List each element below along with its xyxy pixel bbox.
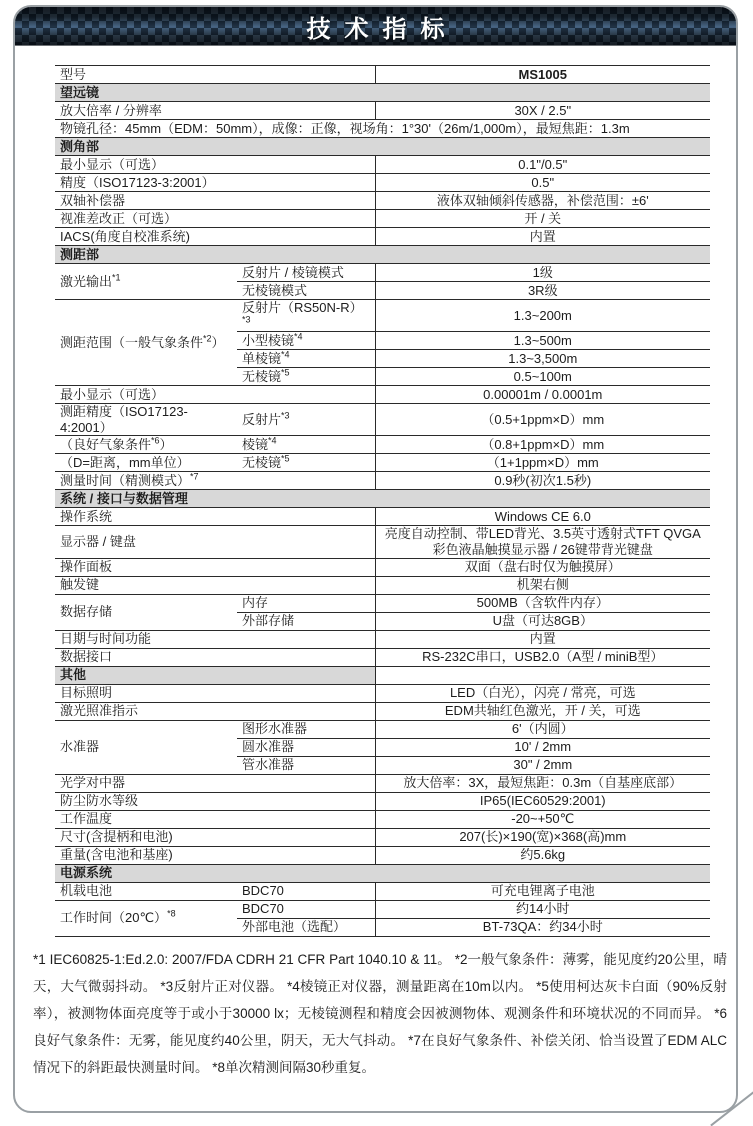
cell-label (55, 846, 375, 864)
cell-value: 6'（内圆） (375, 720, 710, 738)
cell-label (55, 702, 375, 720)
cell-value: 内置 (375, 630, 710, 648)
spec-row (55, 436, 710, 454)
section-empty-cell (375, 666, 710, 684)
cell-sub (237, 594, 375, 612)
cell-value: 可充电锂离子电池 (375, 882, 710, 900)
cell-value: 内置 (375, 228, 710, 246)
cell-value: 0.5" (375, 174, 710, 192)
cell-text: 防尘防水等级 (60, 793, 139, 809)
spec-row (55, 702, 710, 720)
cell-value: （1+1ppm×D）mm (375, 454, 710, 472)
cell-value: 约14小时 (375, 900, 710, 918)
footnote-marker: *3 (281, 410, 290, 421)
footnote-marker: *2 (203, 333, 212, 344)
cell-value: IP65(IEC60529:2001) (375, 792, 710, 810)
cell-text: 圆水准器 (242, 739, 295, 755)
cell-value: 10' / 2mm (375, 738, 710, 756)
cell-value: EDM共轴红色激光，开 / 关，可选 (375, 702, 710, 720)
cell-text: 双轴补偿器 (60, 192, 126, 208)
spec-row (55, 774, 710, 792)
cell-text: 测距精度（ISO17123-4:2001） (60, 404, 188, 435)
cell-label (55, 228, 375, 246)
spec-row (55, 792, 710, 810)
cell-text: 机载电池 (60, 883, 113, 899)
spec-row (55, 192, 710, 210)
footnote-marker: *4 (294, 331, 303, 342)
cell-text: 无棱镜 (242, 455, 282, 471)
cell-text: BDC70 (242, 901, 284, 917)
cell-value: 30" / 2mm (375, 756, 710, 774)
spec-row (55, 900, 710, 918)
cell-label (55, 630, 375, 648)
cell-text: 测距范围（一般气象条件 (60, 334, 204, 350)
cell-value: 500MB（含软件内存） (375, 594, 710, 612)
cell-text: 水准器 (60, 739, 100, 755)
cell-label (55, 648, 375, 666)
cell-label (55, 720, 237, 774)
cell-value: 0.00001m / 0.0001m (375, 386, 710, 404)
cell-text: 重量(含电池和基座) (60, 847, 173, 863)
footnote-marker: *8 (167, 908, 176, 919)
cell-sub (237, 900, 375, 918)
cell-sub (237, 882, 375, 900)
cell-label (55, 264, 237, 300)
cell-sub (237, 436, 375, 454)
spec-row (55, 810, 710, 828)
spec-row (55, 648, 710, 666)
cell-value: （0.8+1ppm×D）mm (375, 436, 710, 454)
cell-label (55, 102, 375, 120)
spec-row (55, 174, 710, 192)
footnote-marker: *3 (242, 314, 251, 325)
cell-label (55, 900, 237, 936)
cell-text: 外部存储 (242, 613, 295, 629)
cell-value: 1.3~3,500m (375, 350, 710, 368)
spec-row (55, 720, 710, 738)
cell-text: 最小显示（可选） (60, 156, 165, 172)
spec-row (55, 508, 710, 526)
cell-text: 激光照准指示 (60, 703, 139, 719)
cell-label (55, 300, 237, 386)
cell-text: 精度（ISO17123-3:2001） (60, 174, 215, 190)
cell-text: 操作面板 (60, 559, 113, 575)
spec-row (55, 472, 710, 490)
cell-label (55, 192, 375, 210)
cell-text: IACS(角度自校准系统) (60, 228, 191, 244)
cell-label (55, 156, 375, 174)
cell-value: 1.3~200m (375, 300, 710, 332)
cell-value: 双面（盘右时仅为触摸屏） (375, 558, 710, 576)
page-title: 技术指标 (306, 15, 459, 43)
spec-row (55, 454, 710, 472)
header-band (15, 7, 736, 46)
spec-row (55, 882, 710, 900)
cell-value: 亮度自动控制、带LED背光、3.5英寸透射式TFT QVGA彩色液晶触摸显示器 / 26键带背光键盘 (375, 526, 710, 558)
spec-row (55, 526, 710, 558)
cell-label (55, 684, 375, 702)
cell-value: RS-232C串口，USB2.0（A型 / miniB型） (375, 648, 710, 666)
section-row (55, 138, 710, 156)
cell-text: 无棱镜 (242, 368, 282, 384)
cell-text: 操作系统 (60, 509, 113, 525)
cell-value: 开 / 关 (375, 210, 710, 228)
cell-value: -20~+50℃ (375, 810, 710, 828)
cell-sub (237, 264, 375, 282)
cell-sub (237, 350, 375, 368)
section-label: 测角部 (55, 138, 710, 156)
cell-text: 尺寸(含提柄和电池) (60, 829, 173, 845)
section-row (55, 490, 710, 508)
footnote-marker: *4 (281, 349, 290, 360)
cell-text: 测量时间（精测模式） (60, 473, 191, 489)
cell-sub (237, 918, 375, 936)
footnote-marker: *5 (281, 367, 290, 378)
cell-label (55, 472, 375, 490)
cell-text: ） (211, 334, 225, 350)
spec-row (55, 66, 710, 84)
cell-text: 物镜孔径：45mm（EDM：50mm），成像：正像，视场角：1°30'（26m/1,000m），最短焦距：1.3m (60, 120, 630, 136)
cell-sub (237, 368, 375, 386)
cell-value: 207(长)×190(宽)×368(高)mm (375, 828, 710, 846)
spec-card (13, 5, 738, 1113)
cell-sub (237, 454, 375, 472)
cell-full-text (55, 120, 710, 138)
cell-value: BT-73QA：约34小时 (375, 918, 710, 936)
cell-label (55, 792, 375, 810)
cell-label (55, 882, 237, 900)
cell-value: 3R级 (375, 282, 710, 300)
cell-label (55, 774, 375, 792)
spec-row (55, 264, 710, 282)
spec-row (55, 228, 710, 246)
cell-label (55, 454, 237, 472)
cell-value: 0.9秒(初次1.5秒) (375, 472, 710, 490)
cell-sub (237, 738, 375, 756)
cell-text: 型号 (60, 66, 87, 82)
footnotes: *1 IEC60825-1:Ed.2.0: 2007/FDA CDRH 21 CFR Part 1040.10 & 11。 *2一般气象条件：薄雾，能见度约20公里，晴天，大气微弱抖动。 *3反射片正对仪器。 *4棱镜正对仪器，测量距离在10m以内。 *5使用柯达灰卡白面（90%反射率），被测物体面亮度等于或小于30000 lx；无棱镜测程和精度会因被测物体、观测条件和环境状况的不同而异。 *6良好气象条件：无雾，能见度约40公里，阴天，无大气抖动。 *7在良好气象条件、补偿关闭、恰当设置了EDM ALC情况下的斜距最快测量时间。 *8单次精测间隔30秒重复。 (33, 951, 727, 1075)
cell-text: 小型棱镜 (242, 332, 295, 348)
cell-label (55, 558, 375, 576)
section-row (55, 84, 710, 102)
cell-value: 放大倍率：3X，最短焦距：0.3m（自基座底部） (375, 774, 710, 792)
cell-text: 反射片 / 棱镜模式 (242, 264, 344, 280)
cell-value: U盘（可达8GB） (375, 612, 710, 630)
cell-value: 0.5~100m (375, 368, 710, 386)
cell-text: （良好气象条件 (60, 437, 152, 453)
cell-value: 约5.6kg (375, 846, 710, 864)
cell-text: 工作温度 (60, 811, 113, 827)
spec-row (55, 102, 710, 120)
section-row (55, 666, 710, 684)
cell-text: 图形水准器 (242, 721, 308, 737)
cell-label (55, 576, 375, 594)
footnote-marker: *5 (281, 453, 290, 464)
cell-value: 1.3~500m (375, 332, 710, 350)
cell-value: 1级 (375, 264, 710, 282)
cell-text: BDC70 (242, 883, 284, 899)
cell-value: 30X / 2.5" (375, 102, 710, 120)
section-label: 其他 (55, 666, 375, 684)
cell-label (55, 386, 375, 404)
section-row (55, 864, 710, 882)
cell-text: 数据存储 (60, 604, 113, 620)
cell-value: 0.1"/0.5" (375, 156, 710, 174)
spec-row (55, 210, 710, 228)
section-row (55, 246, 710, 264)
cell-text: ） (159, 437, 173, 453)
section-label: 望远镜 (55, 84, 710, 102)
spec-row (55, 576, 710, 594)
cell-value: MS1005 (375, 66, 710, 84)
cell-text: 单棱镜 (242, 350, 282, 366)
cell-label (55, 508, 375, 526)
cell-value: 机架右侧 (375, 576, 710, 594)
spec-row (55, 404, 710, 436)
spec-row (55, 156, 710, 174)
spec-table-wrap (55, 65, 736, 937)
cell-label (55, 66, 375, 84)
cell-text: 内存 (242, 595, 269, 611)
cell-text: （D=距离，mm单位） (60, 455, 190, 471)
spec-row (55, 630, 710, 648)
spec-row (55, 846, 710, 864)
cell-value: Windows CE 6.0 (375, 508, 710, 526)
cell-label (55, 810, 375, 828)
cell-text: 激光输出 (60, 273, 113, 289)
footnote-marker: *4 (268, 435, 277, 446)
section-label: 系统 / 接口与数据管理 (55, 490, 710, 508)
cell-sub (237, 756, 375, 774)
cell-text: 放大倍率 / 分辨率 (60, 102, 162, 118)
cell-text: 外部电池（选配） (242, 919, 347, 935)
cell-value: LED（白光），闪亮 / 常亮，可选 (375, 684, 710, 702)
spec-row (55, 120, 710, 138)
cell-label (55, 174, 375, 192)
cell-label (55, 436, 237, 454)
cell-sub (237, 332, 375, 350)
cell-text: 光学对中器 (60, 775, 126, 791)
spec-row (55, 386, 710, 404)
cell-text: 工作时间（20℃） (60, 910, 168, 926)
cell-text: 视准差改正（可选） (60, 210, 178, 226)
cell-value: （0.5+1ppm×D）mm (375, 404, 710, 436)
cell-label (55, 594, 237, 630)
spec-row (55, 300, 710, 332)
cell-text: 数据接口 (60, 649, 113, 665)
spec-row (55, 558, 710, 576)
cell-sub (237, 612, 375, 630)
cell-label (55, 404, 237, 436)
cell-sub (237, 282, 375, 300)
cell-text: 管水准器 (242, 757, 295, 773)
cell-text: 反射片 (242, 411, 282, 427)
cell-text: 显示器 / 键盘 (60, 534, 136, 550)
footnote-marker: *7 (190, 471, 199, 482)
cell-value: 液体双轴倾斜传感器，补偿范围：±6' (375, 192, 710, 210)
cell-text: 日期与时间功能 (60, 631, 152, 647)
cell-sub (237, 720, 375, 738)
cell-label (55, 828, 375, 846)
cell-text: 棱镜 (242, 437, 269, 453)
cell-text: 无棱镜模式 (242, 282, 308, 298)
footnote-marker: *6 (151, 435, 160, 446)
section-label: 测距部 (55, 246, 710, 264)
cell-text: 目标照明 (60, 685, 113, 701)
cell-label (55, 526, 375, 558)
cell-text: 触发键 (60, 577, 100, 593)
spec-row (55, 594, 710, 612)
cell-label (55, 210, 375, 228)
footnote-marker: *1 (112, 272, 121, 283)
section-label: 电源系统 (55, 864, 710, 882)
cell-text: 最小显示（可选） (60, 386, 165, 402)
cell-sub (237, 300, 375, 332)
spec-row (55, 684, 710, 702)
cell-sub (237, 404, 375, 436)
spec-table (55, 65, 710, 937)
spec-row (55, 828, 710, 846)
cell-text: 反射片（RS50N-R） (242, 300, 363, 315)
